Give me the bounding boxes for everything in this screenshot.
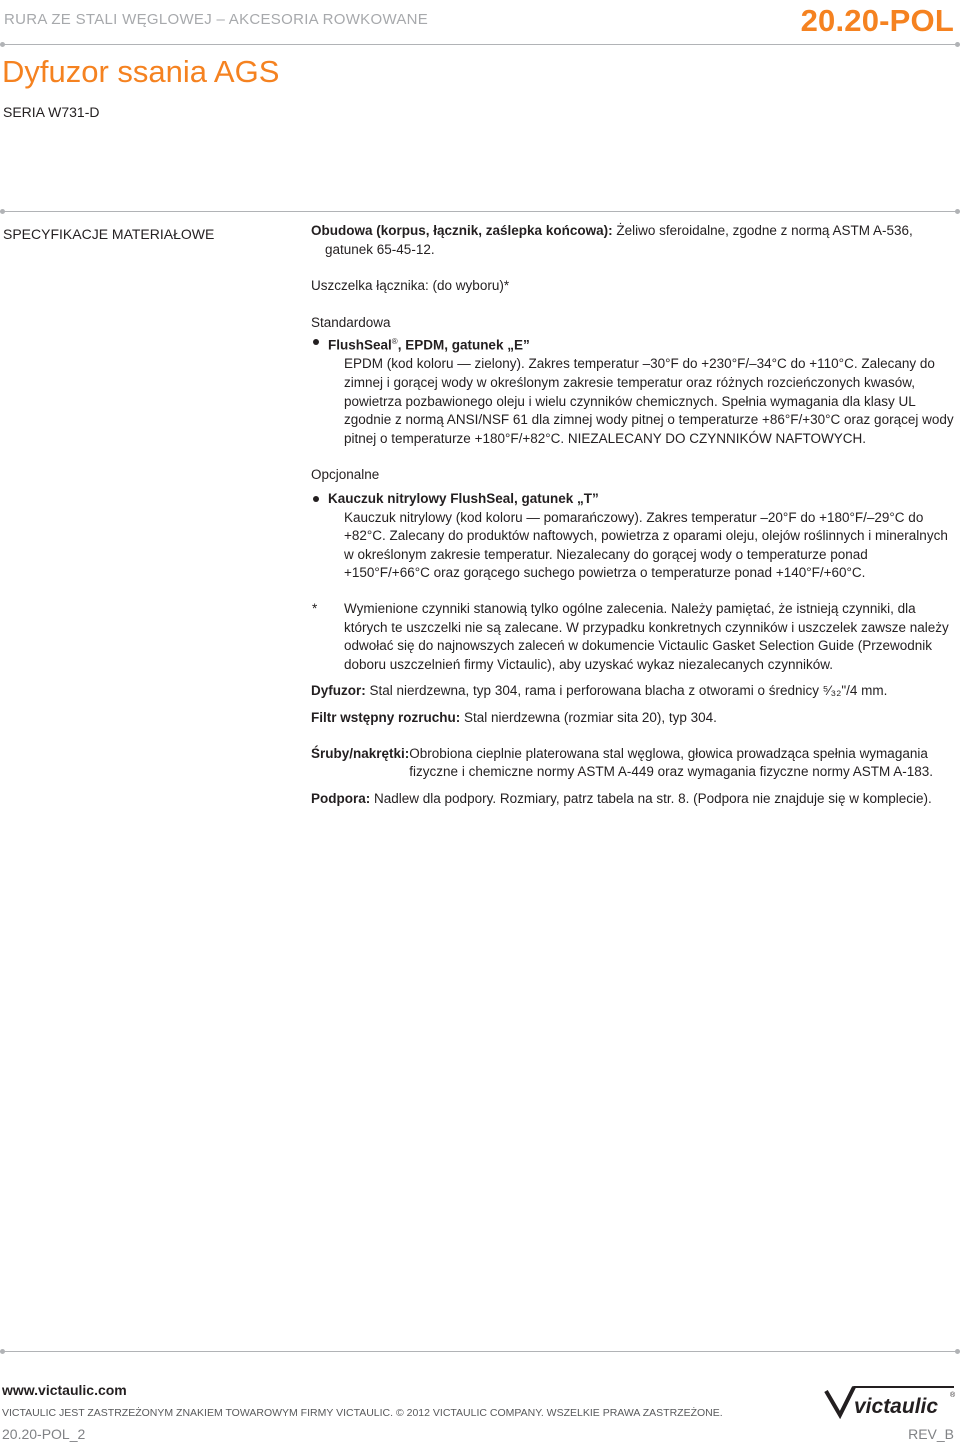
section-divider <box>0 211 960 212</box>
footer-url-link[interactable]: www.victaulic.com <box>2 1382 127 1398</box>
bolts-text: Obrobiona cieplnie platerowana stal węglowa, głowica prowadząca spełnia wymagania fizyczne i chemiczne normy ASTM A-449 oraz wymagania fizyczne normy ASTM A-183. <box>409 745 933 780</box>
housing-label: Obudowa (korpus, łącznik, zaślepka końcowa): <box>311 223 613 238</box>
gasket-spec <box>311 277 956 296</box>
support-label: Podpora: <box>311 790 371 806</box>
page-title: Dyfuzor ssania AGS <box>2 54 280 89</box>
document-number: 20.20-POL <box>800 3 954 38</box>
bullet-dot-icon <box>313 496 319 502</box>
gasket-text: (do wyboru)* <box>428 278 510 294</box>
footer-divider <box>0 1351 960 1352</box>
housing-spec <box>311 222 956 259</box>
filter-spec <box>311 709 956 728</box>
section-heading: SPECYFIKACJE MATERIAŁOWE <box>3 226 215 242</box>
standard-heading: Standardowa <box>311 314 391 330</box>
header-divider <box>0 44 960 45</box>
footer-revision: REV_B <box>908 1426 954 1442</box>
bolts-spec <box>311 745 956 782</box>
header-category: RURA ZE STALI WĘGLOWEJ – AKCESORIA ROWKOWANE <box>4 11 429 28</box>
bolts-label: Śruby/nakrętki: <box>311 745 410 761</box>
optional-bullet-title: Kauczuk nitrylowy FlushSeal, gatunek „T” <box>328 491 599 507</box>
footer-legal-notice: VICTAULIC JEST ZASTRZEŻONYM ZNAKIEM TOWAROWYM FIRMY VICTAULIC. © 2012 VICTAULIC COMPANY. WSZELKIE PRAWA ZASTRZEŻONE. <box>2 1407 723 1419</box>
footnote-star: * <box>312 601 318 616</box>
optional-bullet <box>311 490 956 509</box>
diffuser-text: Stal nierdzewna, typ 304, rama i perforowana blacha z otworami o średnicy ⁵⁄₃₂"/4 mm. <box>365 683 888 699</box>
victaulic-logo-icon <box>824 1385 958 1419</box>
standard-bullet <box>311 333 956 355</box>
footnote-text: Wymienione czynniki stanowią tylko ogólne zalecenia. Należy pamiętać, że istnieją czynniki, dla których te uszczelki nie są zalecane. W przypadku konkretnych czynników i uszczelek zawsze należy odwołać się do najnowszych zaleceń w dokumencie Victaulic Gasket Selection Guide (Przewodnik doboru uszczelnień firmy Victaulic), aby uzyskać wykaz niezalecanych czynników. <box>344 601 949 672</box>
logo-wordmark: victaulic <box>854 1395 939 1418</box>
standard-bullet-title-b: , EPDM, gatunek „E” <box>397 337 530 353</box>
diffuser-label: Dyfuzor: <box>311 683 366 699</box>
standard-description: EPDM (kod koloru — zielony). Zakres temperatur –30°F do +230°F/–34°C do +110°C. Zalecany do zimnej i gorącej wody w określonym zakresie temperatur oraz różnych rozcieńczonych kwasów, powietrza pozbawionego oleju i wielu czynników chemicznych. Spełnia wymagania dla klasy UL zgodnie z normą ANSI/NSF 61 dla zimnej wody pitnej o temperaturze +86°F/+30°C oraz gorącej wody pitnej o temperaturze +180°F/+82°C. NIEZALECANY DO CZYNNIKÓW NAFTOWYCH. <box>344 356 954 446</box>
housing-text: Żeliwo sferoidalne, zgodne z normą ASTM A-536, gatunek 65-45-12. <box>325 223 913 257</box>
support-text: Nadlew dla podpory. Rozmiary, patrz tabela na str. 8. (Podpora nie znajduje się w komplecie). <box>370 790 932 806</box>
gasket-label: Uszczelka łącznika: <box>311 278 429 294</box>
filter-text: Stal nierdzewna (rozmiar sita 20), typ 304. <box>460 709 717 725</box>
standard-bullet-title-a: FlushSeal <box>328 337 392 353</box>
filter-label: Filtr wstępny rozruchu: <box>311 709 461 725</box>
support-spec <box>311 790 956 809</box>
footer-page-number: 20.20-POL_2 <box>2 1426 86 1442</box>
registered-mark: ® <box>391 337 398 347</box>
series-label: SERIA W731-D <box>3 104 100 120</box>
optional-heading: Opcjonalne <box>311 467 380 483</box>
footnote <box>311 600 956 674</box>
logo-registered-mark: ® <box>950 1392 956 1399</box>
bullet-dot-icon <box>313 339 319 345</box>
diffuser-spec <box>311 682 956 701</box>
optional-description: Kauczuk nitrylowy (kod koloru — pomarańczowy). Zakres temperatur –20°F do +180°F/–29°C do +82°C. Zalecany do produktów naftowych, powietrza z oparami oleju, olejów roślinnych i mineralnych w określonym zakresie temperatur. Niezalecany do gorącej wody o temperaturze ponad +150°F/+66°C oraz gorącego suchego powietrza o temperaturze ponad +140°F/+60°C. <box>344 509 948 581</box>
material-specifications <box>311 222 956 808</box>
